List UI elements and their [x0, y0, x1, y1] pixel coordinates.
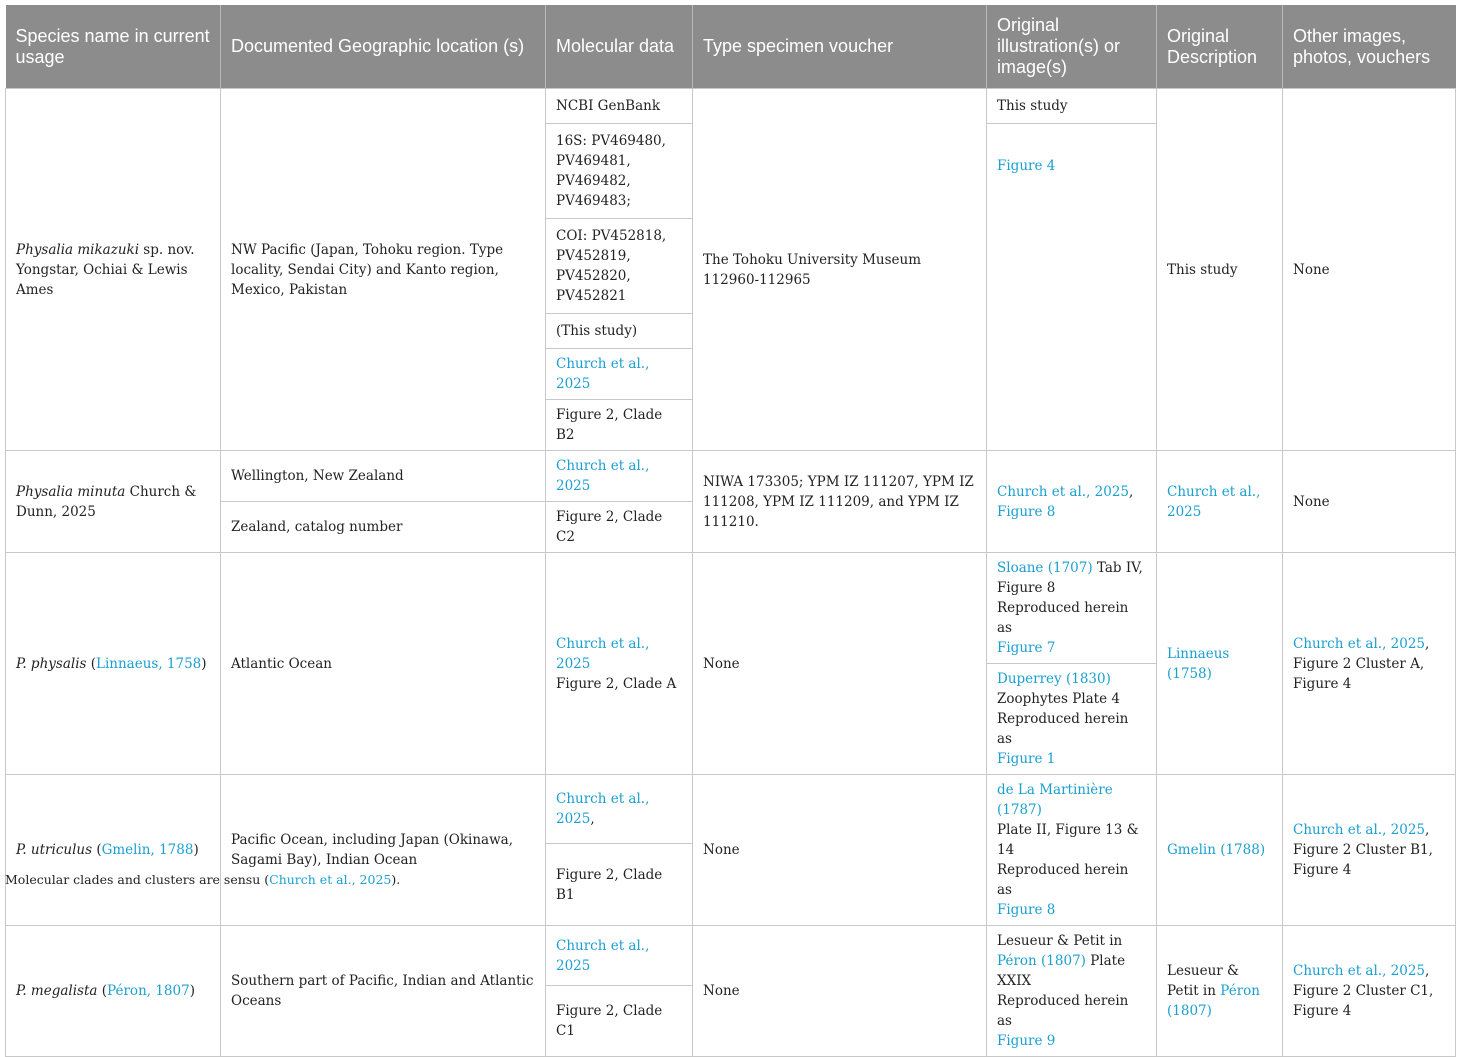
- voucher-cell: None: [693, 553, 987, 775]
- location-cell: Zealand, catalog number: [221, 502, 546, 553]
- citation-link[interactable]: Church et al., 2025: [556, 458, 650, 494]
- header-molecular: Molecular data: [546, 5, 693, 89]
- molecular-cell: (This study): [546, 314, 693, 349]
- illustration-cell: This study: [987, 89, 1157, 124]
- location-cell: NW Pacific (Japan, Tohoku region. Type locality, Sendai City) and Kanto region, Mexico, Pakistan: [221, 89, 546, 451]
- species-cell: [6, 451, 221, 553]
- voucher-cell: The Tohoku University Museum 112960-112965: [693, 89, 987, 451]
- illustration-cell: [987, 664, 1157, 775]
- species-name: P. physalis: [16, 655, 87, 672]
- other-cell: [1283, 775, 1456, 926]
- illustration-cell: [987, 451, 1157, 553]
- molecular-cell: COI: PV452818, PV452819, PV452820, PV452821: [546, 219, 693, 314]
- header-description: Original Description: [1157, 5, 1283, 89]
- molecular-cell: Figure 2, Clade B2: [546, 400, 693, 451]
- illustration-cell: [987, 775, 1157, 926]
- citation-link[interactable]: Church et al., 2025: [1293, 963, 1426, 979]
- figure-link[interactable]: Figure 7: [997, 640, 1056, 656]
- species-cell: [6, 553, 221, 775]
- paren-close: ): [201, 655, 207, 672]
- molecular-cell: [546, 451, 693, 502]
- citation-link[interactable]: Linnaeus (1758): [1167, 645, 1230, 682]
- citation-link[interactable]: Church et al., 2025: [997, 483, 1130, 500]
- reproduced-text: Reproduced herein as: [997, 600, 1129, 636]
- other-cell: None: [1283, 451, 1456, 553]
- header-species: Species name in current usage: [6, 5, 221, 89]
- header-illustration: Original illustration(s) or image(s): [987, 5, 1157, 89]
- location-cell: Southern part of Pacific, Indian and Atlantic Oceans: [221, 926, 546, 1057]
- footnote-pre: Molecular clades and clusters are sensu (: [5, 872, 270, 887]
- location-cell: Pacific Ocean, including Japan (Okinawa, Sagami Bay), Indian Ocean: [221, 775, 546, 926]
- citation-link[interactable]: Linnaeus, 1758: [96, 655, 202, 672]
- other-text: , Figure 2 Cluster C1, Figure 4: [1293, 963, 1434, 1019]
- citation-link[interactable]: Church et al., 2025: [556, 937, 650, 974]
- molecular-cell: Figure 2, Clade C2: [546, 502, 693, 553]
- illustration-cell: [987, 124, 1157, 451]
- table-footnote: [5, 872, 400, 887]
- other-text: , Figure 2 Cluster A, Figure 4: [1293, 635, 1430, 692]
- description-pre: Lesueur & Petit in: [1167, 963, 1240, 999]
- paren-close: ): [193, 842, 199, 858]
- figure-link[interactable]: Figure 9: [997, 1033, 1056, 1049]
- description-cell: [1157, 926, 1283, 1057]
- citation-link[interactable]: Sloane (1707): [997, 560, 1093, 576]
- voucher-cell: None: [693, 775, 987, 926]
- illustration-text: Zoophytes Plate 4: [997, 691, 1120, 707]
- illustration-text: Tab IV, Figure 8: [997, 560, 1143, 596]
- molecular-cell: [546, 553, 693, 775]
- description-cell: [1157, 553, 1283, 775]
- molecular-cell: [546, 349, 693, 400]
- header-voucher: Type specimen voucher: [693, 5, 987, 89]
- footnote-post: ).: [391, 872, 401, 887]
- molecular-cell: Figure 2, Clade B1: [546, 844, 693, 926]
- citation-link[interactable]: Church et al., 2025: [556, 635, 650, 672]
- table-row: [6, 775, 1456, 844]
- table-row: [6, 926, 1456, 986]
- citation-link[interactable]: Péron (1807): [997, 953, 1086, 969]
- table-row: [6, 553, 1456, 664]
- molecular-cell: NCBI GenBank: [546, 89, 693, 124]
- voucher-cell: None: [693, 926, 987, 1057]
- description-cell: [1157, 451, 1283, 553]
- location-cell: Wellington, New Zealand: [221, 451, 546, 502]
- figure-link[interactable]: Figure 8: [997, 902, 1056, 918]
- molecular-text: Figure 2, Clade A: [556, 675, 677, 692]
- citation-link[interactable]: de La Martinière (1787): [997, 782, 1113, 818]
- citation-link[interactable]: Church et al., 2025: [556, 791, 650, 828]
- header-row: [6, 5, 1456, 89]
- paren-open: (: [92, 842, 102, 858]
- other-cell: [1283, 553, 1456, 775]
- species-name: P. utriculus: [16, 842, 93, 858]
- citation-link[interactable]: Church et al., 2025: [1293, 822, 1426, 838]
- header-other: Other images, photos, vouchers: [1283, 5, 1456, 89]
- citation-link[interactable]: Gmelin, 1788: [101, 842, 194, 858]
- illustration-cell: [987, 553, 1157, 664]
- table-row: [6, 451, 1456, 502]
- citation-link[interactable]: Péron (1807): [1167, 983, 1260, 1019]
- description-cell: [1157, 775, 1283, 926]
- voucher-cell: NIWA 173305; YPM IZ 111207, YPM IZ 111208, YPM IZ 111209, and YPM IZ 111210.: [693, 451, 987, 553]
- figure-link[interactable]: Figure 1: [997, 751, 1056, 767]
- citation-link[interactable]: Duperrey (1830): [997, 671, 1111, 687]
- paren-open: (: [86, 655, 96, 672]
- species-authority: Church & Dunn, 2025: [16, 483, 197, 520]
- other-text: , Figure 2 Cluster B1, Figure 4: [1293, 822, 1433, 878]
- other-cell: None: [1283, 89, 1456, 451]
- paren-close: ): [189, 983, 195, 999]
- species-name: Physalia minuta: [16, 483, 126, 500]
- reproduced-text: Reproduced herein as: [997, 993, 1129, 1029]
- species-name: P. megalista: [16, 983, 98, 999]
- table-row: [6, 89, 1456, 124]
- molecular-cell: Figure 2, Clade C1: [546, 986, 693, 1057]
- species-name: Physalia mikazuki: [16, 241, 140, 258]
- illustration-text: Plate II, Figure 13 & 14: [997, 822, 1139, 858]
- illustration-cell: [987, 926, 1157, 1057]
- header-location: Documented Geographic location (s): [221, 5, 546, 89]
- illustration-text: Plate XXIX: [997, 953, 1126, 989]
- figure-link[interactable]: Figure 8: [997, 503, 1056, 520]
- molecular-cell: [546, 926, 693, 986]
- illustration-pre: Lesueur & Petit in: [997, 933, 1123, 949]
- citation-link[interactable]: Péron, 1807: [107, 983, 190, 999]
- species-cell: [6, 926, 221, 1057]
- citation-link[interactable]: Church et al., 2025: [1167, 483, 1261, 520]
- figure-link[interactable]: Figure 4: [997, 158, 1056, 174]
- species-cell: [6, 89, 221, 451]
- separator: ,: [590, 811, 595, 828]
- paren-open: (: [97, 983, 108, 999]
- description-cell: This study: [1157, 89, 1283, 451]
- citation-link[interactable]: Church et al., 2025: [269, 872, 392, 887]
- location-cell: Atlantic Ocean: [221, 553, 546, 775]
- citation-link[interactable]: Church et al., 2025: [1293, 635, 1426, 652]
- separator: ,: [1129, 483, 1134, 500]
- citation-link[interactable]: Church et al., 2025: [556, 356, 650, 392]
- other-cell: [1283, 926, 1456, 1057]
- species-authority: sp. nov. Yongstar, Ochiai & Lewis Ames: [16, 241, 195, 298]
- reproduced-text: Reproduced herein as: [997, 711, 1129, 747]
- molecular-cell: [546, 775, 693, 844]
- citation-link[interactable]: Gmelin (1788): [1167, 842, 1266, 858]
- species-cell: [6, 775, 221, 926]
- molecular-cell: 16S: PV469480, PV469481, PV469482, PV469483;: [546, 124, 693, 219]
- reproduced-text: Reproduced herein as: [997, 862, 1129, 898]
- species-table: [5, 5, 1456, 1057]
